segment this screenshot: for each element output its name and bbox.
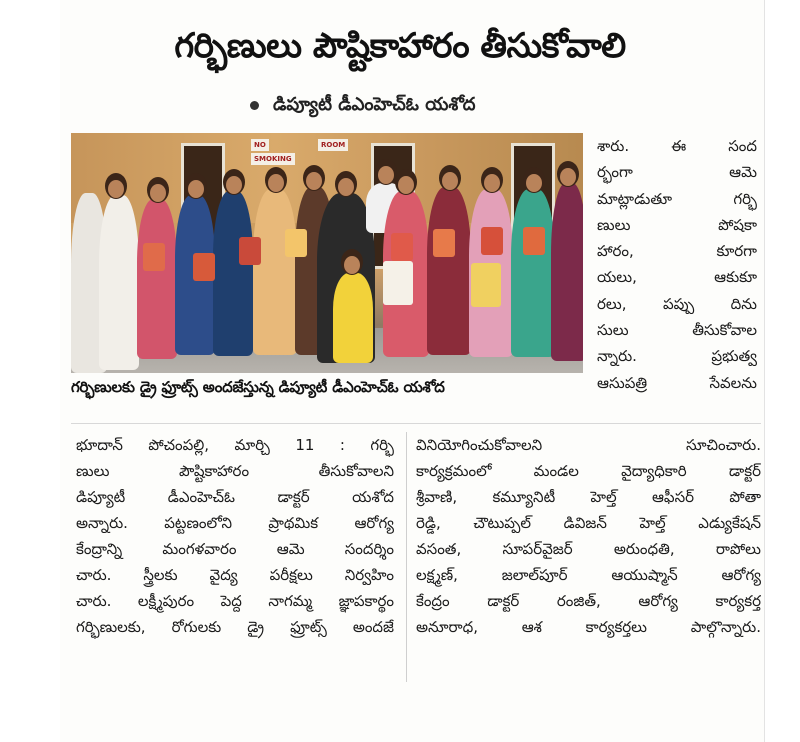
person-face <box>398 176 414 194</box>
article-line: రలు, పప్పు దిను <box>597 294 757 313</box>
shopping-bag <box>383 261 413 305</box>
photo-sign: ROOM <box>318 139 348 151</box>
subheadline-text: డిప్యూటీ డీఎంహెచ్ఓ యశోద <box>273 94 476 115</box>
article-line: యలు, ఆకుకూ <box>597 268 757 287</box>
person-face <box>306 172 322 190</box>
bullet-icon <box>250 101 259 110</box>
article-line: సులు తీసుకోవాల <box>597 321 757 340</box>
article-line: న్నారు. ప్రభుత్వ <box>597 347 757 366</box>
article-line: అనూరాధ, ఆశ కార్యకర్తలు పాల్గొన్నారు. <box>416 618 761 636</box>
shopping-bag <box>471 263 501 307</box>
article-right-column <box>597 133 757 396</box>
dry-fruit-packet <box>193 253 215 281</box>
person-face <box>188 180 204 198</box>
person-face <box>226 176 242 194</box>
article-line: శారు. ఈ సంద <box>597 137 757 155</box>
photo-sign: NO <box>251 139 269 151</box>
headline: గర్భిణులు పౌష్టికాహారం తీసుకోవాలి <box>174 26 626 66</box>
article-line: ణులు పోషకా <box>597 215 757 234</box>
article-line: వినియోగించుకోవాలని సూచించారు. <box>416 436 761 454</box>
article-line: అన్నారు. పట్టణంలోని ప్రాథమిక ఆరోగ్య <box>76 514 394 532</box>
article-line: కేంద్రాన్ని మంగళవారం ఆమె సందర్శిం <box>76 540 394 558</box>
article-line: గర్భిణులకు, రోగులకు డ్రై ఫ్రూట్స్ అందజే <box>76 618 394 636</box>
article-line: మాట్లాడుతూ గర్భి <box>597 189 757 208</box>
person-face <box>484 174 500 192</box>
article-line: లక్ష్మణ్, జలాల్‌పూర్ ఆయుష్మాన్ ఆరోగ్య <box>416 566 761 584</box>
article-column-1 <box>76 432 394 640</box>
dry-fruit-packet <box>523 227 545 255</box>
section-divider <box>71 423 761 424</box>
article-line: వసంత, సూపర్‌వైజర్ అరుంధతి, రాపోలు <box>416 540 761 558</box>
dry-fruit-packet <box>391 233 413 261</box>
subheadline <box>250 94 475 119</box>
article-line: కేంద్రం డాక్టర్ రంజిత్, ఆరోగ్య కార్యకర్త <box>416 592 761 610</box>
article-line: హారం, కూరగా <box>597 242 757 261</box>
person-face <box>268 174 284 192</box>
column-divider <box>406 432 407 682</box>
person-face <box>378 166 394 184</box>
person <box>137 199 177 359</box>
person-face <box>150 184 166 202</box>
dry-fruit-packet <box>285 229 307 257</box>
article-line: ర్భంగా ఆమె <box>597 163 757 182</box>
article-line: శ్రీవాణి, కమ్యూనిటీ హెల్త్ ఆఫీసర్ పోతా <box>416 488 761 506</box>
person <box>253 189 297 355</box>
person <box>99 195 139 370</box>
person-face <box>526 174 542 192</box>
dry-fruit-packet <box>433 229 455 257</box>
article-column-2 <box>416 432 761 640</box>
dry-fruit-packet <box>143 243 165 271</box>
clipping-edge <box>764 0 765 742</box>
person <box>427 187 471 355</box>
dry-fruit-packet <box>239 237 261 265</box>
person-face <box>560 168 576 186</box>
article-line: భూదాన్ పోచంపల్లి, మార్చి 11 : గర్భి <box>76 436 394 454</box>
article-line: డిప్యూటీ డీఎంహెచ్ఓ డాక్టర్ యశోద <box>76 488 394 506</box>
person <box>213 191 253 356</box>
person-face <box>338 178 354 196</box>
article-line: ఆసుపత్రి సేవలను <box>597 373 757 392</box>
article-line: ణులు పౌష్టికాహారం తీసుకోవాలని <box>76 462 394 480</box>
article-line: కార్యక్రమంలో మండల వైద్యాధికారి డాక్టర్ <box>416 462 761 480</box>
child <box>333 273 373 363</box>
person <box>551 183 583 361</box>
article-line: చారు. లక్ష్మీపురం పెద్ద నాగమ్మ జ్ఞాపకార్థం <box>76 592 394 610</box>
article-line: రెడ్డి, చౌటుప్పల్ డివిజన్ హెల్త్ ఎడ్యుకేషన్ <box>416 514 761 532</box>
photo-caption: గర్భిణులకు డ్రై ఫ్రూట్స్ అందజేస్తున్న డిప్యూటీ డీఎంహెచ్ఓ యశోద <box>71 378 445 396</box>
person-face <box>442 172 458 190</box>
photo-sign: SMOKING <box>251 153 295 165</box>
dry-fruit-packet <box>481 227 503 255</box>
person <box>511 189 555 357</box>
news-photo <box>71 133 583 373</box>
person-face <box>108 180 124 198</box>
article-line: చారు. స్త్రీలకు వైద్య పరీక్షలు నిర్వహిం <box>76 566 394 584</box>
child-face <box>344 256 360 274</box>
